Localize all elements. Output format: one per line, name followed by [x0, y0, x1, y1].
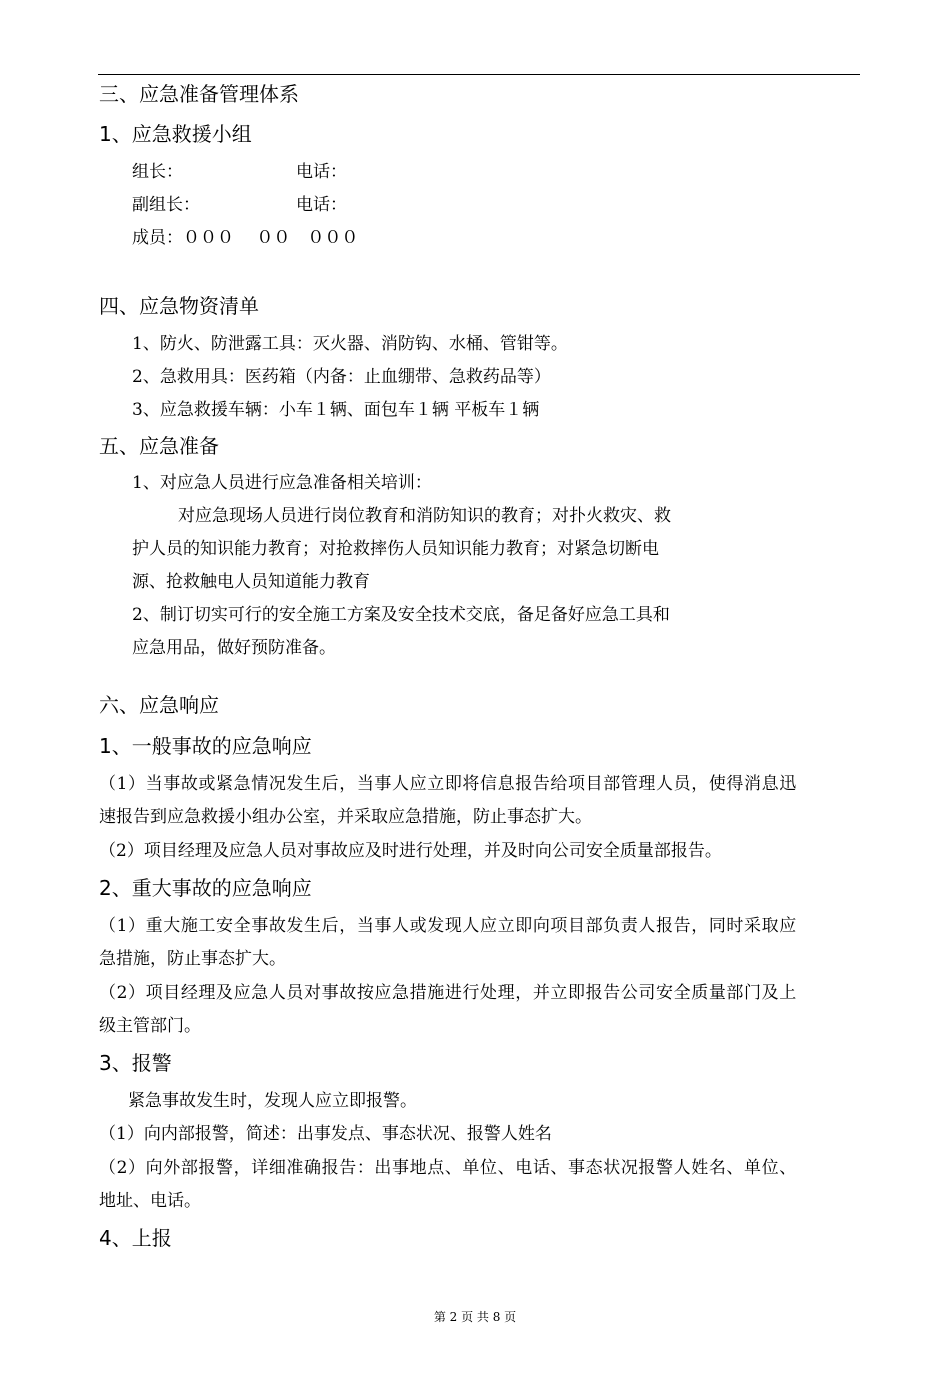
supply-item: 2、急救用具：医药箱（内备：止血绷带、急救药品等）: [132, 367, 551, 387]
section-6-heading: 六、应急响应: [99, 693, 219, 717]
paragraph-line: 紧急事故发生时，发现人应立即报警。: [128, 1091, 417, 1111]
leader-phone-label: 电话：: [296, 162, 347, 182]
subheading-alarm: 3、报警: [99, 1051, 172, 1075]
supply-item: 3、应急救援车辆：小车１辆、面包车１辆 平板车１辆: [132, 400, 540, 420]
paragraph-line: （1）向内部报警，简述：出事发点、事态状况、报警人姓名: [99, 1124, 552, 1144]
members-line: 成员：０００ ００ ０００: [132, 228, 359, 248]
paragraph-line: （1）重大施工安全事故发生后，当事人或发现人应立即向项目部负责人报告，同时采取应: [99, 916, 797, 936]
paragraph-line: 速报告到应急救援小组办公室，并采取应急措施，防止事态扩大。: [99, 807, 592, 827]
leader-label: 组长：: [132, 162, 183, 182]
deputy-phone-label: 电话：: [296, 195, 347, 215]
section-4-heading: 四、应急物资清单: [99, 294, 259, 318]
paragraph-line: 源、抢救触电人员知道能力教育: [132, 572, 370, 592]
subheading-report: 4、上报: [99, 1226, 172, 1250]
paragraph-line: 护人员的知识能力教育；对抢救摔伤人员知识能力教育；对紧急切断电: [132, 539, 659, 559]
section-3-heading: 三、应急准备管理体系: [99, 82, 299, 106]
paragraph-line: （2）向外部报警，详细准确报告：出事地点、单位、电话、事态状况报警人姓名、单位、: [99, 1158, 797, 1178]
page-footer: 第 2 页 共 8 页: [433, 1310, 517, 1324]
paragraph-line: 地址、电话。: [99, 1191, 201, 1211]
subheading-rescue-team: 1、应急救援小组: [99, 122, 252, 146]
paragraph-line: 级主管部门。: [99, 1016, 201, 1036]
subheading-major-accident: 2、重大事故的应急响应: [99, 876, 312, 900]
paragraph-line: （2）项目经理及应急人员对事故按应急措施进行处理，并立即报告公司安全质量部门及上: [99, 983, 797, 1003]
paragraph-line: （2）项目经理及应急人员对事故应及时进行处理，并及时向公司安全质量部报告。: [99, 841, 722, 861]
deputy-label: 副组长：: [132, 195, 200, 215]
paragraph-line: （1）当事故或紧急情况发生后，当事人应立即将信息报告给项目部管理人员，使得消息迅: [99, 774, 797, 794]
header-rule: [98, 74, 860, 75]
section-5-heading: 五、应急准备: [99, 434, 219, 458]
paragraph-line: 应急用品，做好预防准备。: [132, 638, 336, 658]
paragraph-line: 对应急现场人员进行岗位教育和消防知识的教育；对扑火救灾、救: [178, 506, 671, 526]
supply-item: 1、防火、防泄露工具：灭火器、消防钩、水桶、管钳等。: [132, 334, 568, 354]
paragraph-line: 急措施，防止事态扩大。: [99, 949, 286, 969]
subheading-general-accident: 1、一般事故的应急响应: [99, 734, 312, 758]
paragraph-line: 2、制订切实可行的安全施工方案及安全技术交底，备足备好应急工具和: [132, 605, 670, 625]
paragraph-line: 1、对应急人员进行应急准备相关培训：: [132, 473, 432, 493]
